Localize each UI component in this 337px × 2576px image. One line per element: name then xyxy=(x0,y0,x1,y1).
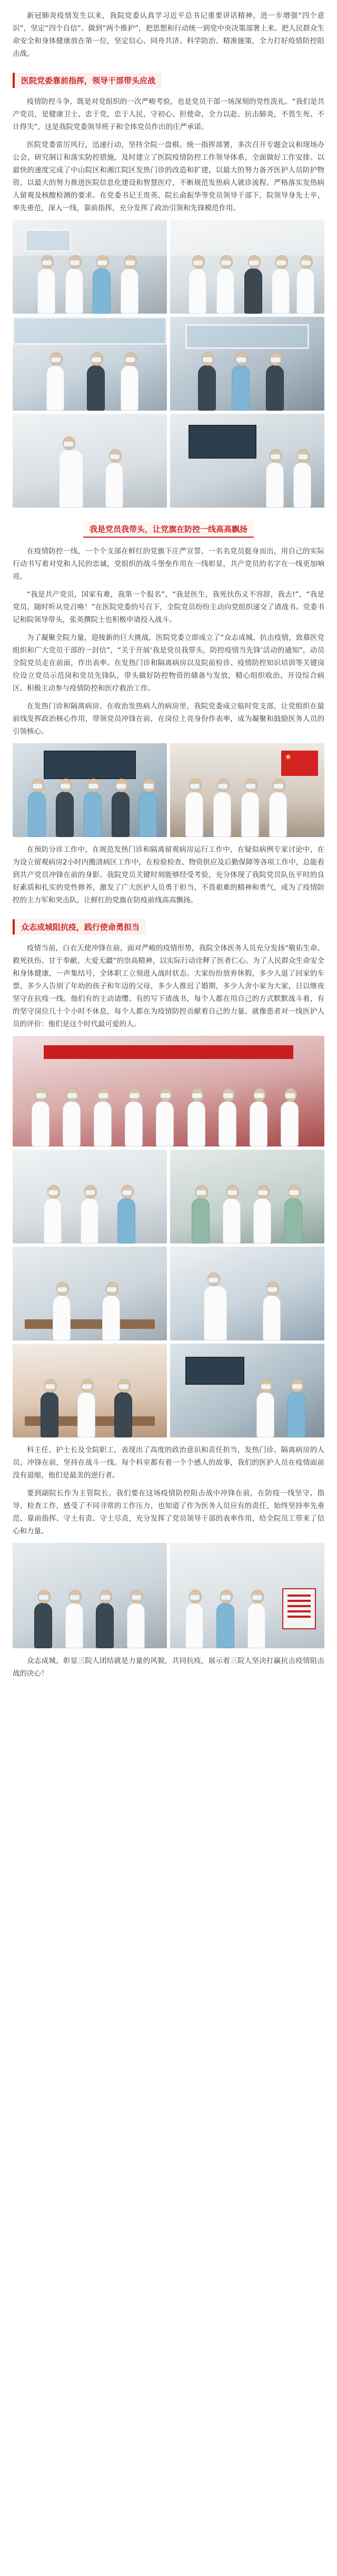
photo-hospital-hall xyxy=(170,317,324,411)
photo-medical-team-banner xyxy=(13,1036,324,1146)
photo-grid-4 xyxy=(13,1543,324,1648)
photo-training-session xyxy=(13,743,167,837)
photo-night-shift xyxy=(170,1344,324,1437)
paragraph: 医院党委雷厉风行，迅速行动，坚持全院一盘棋、统一指挥部署，多次召开专题会议和现场办公会，研究制订和落实防控措施，及时建立了医院疫情防控工作领导体系，全面做好工作安排。以最快的速度完成了中山院区和湘江院区发热门诊的改造和扩建，以最大的努力备齐医护人员防护物资，以最大的努力推进医院信息化建设和智慧医疗，不断规范发热病人就诊流程。严格落实发热病人留观及核酸检测的要求。在党委书记王贵英、院长俞振华等党员领导干部下，院领导身先士卒、率先垂范，深入一线，靠前指挥，充分发挥了政治引领和先锋模范作用。 xyxy=(13,141,324,212)
section-heading-wrap-1 xyxy=(13,65,324,92)
paragraph: 在预防分诊工作中，在规范发热门诊和隔离留观病房运行工作中，在疑似病例专家讨论中，在为设立留观病房2小时内搬清病区工作中，在检验检查、物资供应及后勤保障等各项工作中，总能看到共产党员冲锋在前的身影。我院党员关键时刻能够经受考验，充分体现了我院党员队伍平时的良好素质和扎实的党性修养，激发了广大医护人员勇于担当、不畏艰难的精神和勇气，成为了疫情防控的主力军和突击队，让鲜红的党旗在防疫前线高高飘扬。 xyxy=(13,845,324,905)
section-heading-wrap-2 xyxy=(13,514,324,542)
section-heading-united: 众志成城阻抗疫，践行使命勇担当 xyxy=(13,919,146,935)
photo-protective-suit xyxy=(13,414,167,508)
photo-disinfection xyxy=(170,1247,324,1340)
photo-leaders-inspection xyxy=(13,1543,167,1648)
photo-protective-team xyxy=(170,1150,324,1243)
photo-party-oath xyxy=(170,743,324,837)
closing-paragraph: 众志成城，彰显三院人团结就是力量的风貌，共同抗疫，展示着三院人坚决打赢抗击疫情阻击战的决心！ xyxy=(13,1657,324,1678)
photo-grid-1 xyxy=(13,220,324,508)
paragraph: 要到副院长作为主管院长，我们要在这场疫情防控阻击战中冲锋在前，在防疫一线坚守、指导、检查工作，感受了不同寻常的工作压力，也知道了作为医务人员应有的责任，始终坚持率先垂范、靠前指挥、守土有责、守土尽责，充分发挥了党员领导干部的表率作用，给全院员工带来了信心和力量。 xyxy=(13,1489,324,1535)
paragraph: 在疫情防控一线，一个个支部在鲜红的党旗下庄严宣誓，一名名党员挺身而出，用自己的实际行动书写着对党和人民的忠诚，党组织的战斗堡垒作用在一线彰显，共产党员的名字在一线更加响亮。 xyxy=(13,547,324,581)
photo-patient-care xyxy=(13,1247,167,1340)
photo-meal-delivery xyxy=(13,1344,167,1437)
paragraph: “我是共产党员，国家有难，我第一个报名”，“我是医生，我死扶伤义不容辞，我去!”，“我是党员，随时听从党召唤！”在医院党委的号召下，全院党员纷纷主动向党组织递交了请战书。党委书记和院领导带头，张英撰院士也积极申请投入战斗。 xyxy=(13,590,324,624)
photo-grid-2 xyxy=(13,743,324,837)
photo-corridor xyxy=(13,317,167,411)
photo-nurses-station xyxy=(13,1150,167,1243)
photo-ward-inspection xyxy=(13,220,167,314)
paragraph: 疫情当前，白衣天使冲锋在前，面对严峻的疫情形势，我院全体医务人员充分发扬“敬佑生命、救死扶伤、甘于奉献、大爱无疆”的崇高精神，以实际行动诠释了医者仁心。为了人民群众生命安全和身体健康，一声集结号，全体职工立刻进入战时状态。大家纷纷放弃休假，多少人退了回家的车票，多少人告别了年幼的孩子和年迈的父母，多少人推迟了婚期，多少人舍小家为大家，日以继夜坚守在抗疫一线。他们有的主动请缨、有的写下请战书，每个人都在用自己的方式默默战斗着，有的坚守岗位几十个小时不休息，每个人都在为疫情防控贡献着自己的力量。就像患者对一线医护人员的评价：他们是这个时代最可爱的人。 xyxy=(13,944,324,1028)
photo-lab-screen xyxy=(170,414,324,508)
paragraph: 在发热门诊和隔离病房、在收治发热病人的病房里，我院党委成立临时党支部，让党组织在最前线发挥政治核心作用，带领党员冲锋在前，在岗位上亮身份作表率，成为凝聚和鼓励医务人员的引领核心。 xyxy=(13,702,324,736)
section-heading-leadership: 医院党委靠前指挥，领导干部带头应战 xyxy=(13,73,162,88)
paragraph: 科主任、护士长及全院职工，表现出了高度的政治意识和责任担当，发热门诊、隔离病房的人员，冲锋在前，坚持在战斗一线。每个科室都有着一个个感人的故事，我们的医护人员在疫情面前没有退缩，他们是最美的逆行者。 xyxy=(13,1446,324,1480)
section-heading-wrap-3 xyxy=(13,912,324,939)
paragraph: 为了凝聚全院力量，迎接新的巨大挑战，医院党委立即成立了“众志成城、抗击疫情，致慕医党组织和广大党员干部的一封信”，“关于开展‘我是党员我带头，防控疫情当先锋’活动的通知”，动员全院党员走在前面，作出表率。在发热门诊和隔离病房以及院前检诊、疫情防控知识培训等关键岗位设立党员示范岗和党员先锋队，带头做好防控物资的储备与发放，精心组织收治、开设综合病区、积极主动参与疫情防控和医疗救治工作。 xyxy=(13,634,324,693)
section-heading-party-members: 我是党员我带头，让党旗在防控一线高高飘扬 xyxy=(83,521,254,538)
photo-doctors-meeting xyxy=(170,220,324,314)
photo-donation-sign xyxy=(170,1543,324,1648)
paragraph: 疫情防控斗争，既是对党组织的一次严峻考验，也是党员干部一场深刻的党性洗礼。“我们是共产党员，是健康卫士、忠于党，忠于人民，守初心、担使命，全力以赴、抗击肺炎，不畏生死、不计得失”，这是我院党委领导班子和全体党员作出的庄严承诺。 xyxy=(13,98,324,131)
intro-paragraph: 新冠肺炎疫情发生以来，我院党委认真学习近平总书记重要讲话精神，进一步增强“四个意识”，坚定“四个自信”、做到“两个维护”，把思想和行动统一到党中央决策部署上来。把人民群众生命安全和身体健康放在第一位，坚定信心、同舟共济、科学防治、精准施策，全力打好疫情防控阻击战。 xyxy=(13,12,324,58)
photo-grid-3 xyxy=(13,1036,324,1437)
